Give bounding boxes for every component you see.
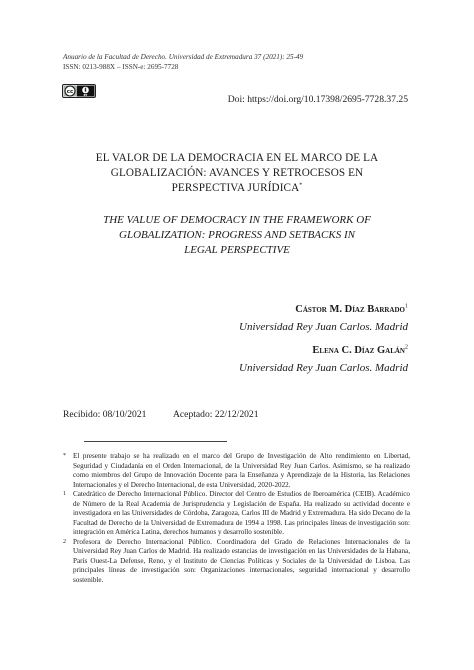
- doi-link[interactable]: Doi: https://doi.org/10.17398/2695-7728.37.25: [227, 94, 408, 105]
- author-2-footnote-mark: 2: [405, 344, 408, 351]
- footnote-1-text: Catedrático de Derecho Internacional Público. Director del Centro de Estudios de Iberoamérica (CEIB). Académico de Número de la Real Academia de Jurisprudencia y Legislación de España. Ha realizado su actividad docente e investigadora en las Universidades de Córdoba, Zaragoza, Carlos III de Madrid y Extremadura. Ha sido Decano de la Facultad de Derecho de la Universidad de Extremadura de 1994 a 1998. Las principales líneas de investigación son: integración en América Latina, derechos humanos y desarrollo sostenible.: [73, 490, 410, 536]
- footnote-1: [63, 490, 410, 538]
- footnote-title-text: El presente trabajo se ha realizado en el marco del Grupo de Investigación de Alto rendimiento en Libertad, Seguridad y Ciudadanía en el Orden Internacional, de la Universidad Rey Juan Carlos. Asimismo, se ha realizado como miembros del Grupo de Innovación Docente para la Enseñanza y Aprendizaje de la Historia, las Relaciones Internacionales y el Derecho Internacional, de esta Universidad, 2020-2022.: [73, 452, 410, 489]
- footnote-2: [63, 538, 410, 586]
- svg-text:BY: BY: [83, 94, 88, 97]
- footnotes: [63, 452, 410, 585]
- author-1-affiliation: Universidad Rey Juan Carlos. Madrid: [239, 321, 408, 333]
- accepted-date: Aceptado: 22/12/2021: [173, 409, 259, 420]
- received-date: Recibido: 08/10/2021: [63, 409, 147, 420]
- title-en-line-1: THE VALUE OF DEMOCRACY IN THE FRAMEWORK OF: [103, 214, 371, 226]
- author-2-name: Elena C. Díaz Galán: [312, 345, 405, 356]
- title-es-line-3-text: PERSPECTIVA JURÍDICA: [171, 182, 300, 194]
- footnote-2-mark: 2: [63, 538, 66, 545]
- svg-text:cc: cc: [66, 89, 74, 95]
- author-1: [295, 304, 408, 315]
- cc-by-license-icon: [62, 84, 96, 98]
- author-2-affiliation: Universidad Rey Juan Carlos. Madrid: [239, 362, 408, 374]
- author-1-footnote-mark: 1: [405, 303, 408, 310]
- footnote-separator: [84, 441, 227, 442]
- title-en-line-2: GLOBALIZATION: PROGRESS AND SETBACKS IN: [119, 229, 355, 241]
- article-title-english: [70, 213, 404, 258]
- title-en-line-3: LEGAL PERSPECTIVE: [184, 244, 290, 256]
- issn-line: ISSN: 0213-988X – ISSN-e: 2695-7728: [63, 63, 179, 71]
- title-es-line-3: [70, 181, 404, 196]
- author-1-name: Cástor M. Díaz Barrado: [295, 304, 405, 315]
- article-title-spanish: [70, 151, 404, 196]
- footnote-title-mark: *: [63, 453, 66, 459]
- title-es-line-2: GLOBALIZACIÓN: AVANCES Y RETROCESOS EN: [110, 167, 364, 179]
- journal-citation: Anuario de la Facultad de Derecho. Universidad de Extremadura 37 (2021): 25-49: [63, 53, 304, 61]
- footnote-title: [63, 452, 410, 490]
- footnote-1-mark: 1: [63, 491, 66, 497]
- submission-dates: [63, 409, 259, 420]
- title-es-line-1: EL VALOR DE LA DEMOCRACIA EN EL MARCO DE LA: [95, 152, 379, 164]
- author-2: [312, 345, 408, 356]
- title-footnote-mark: *: [299, 182, 303, 189]
- footnote-2-text: Profesora de Derecho Internacional Público. Coordinadora del Grado de Relaciones Internacionales de la Universidad Rey Juan Carlos de Madrid. Ha realizado estancias de investigación en las Universidades de la Habana, París Ouest-La Defense, Reno, y el Instituto de Ciencias Políticas y Sociales de la Universidad de Lisboa. Las principales líneas de investigación son: Organizaciones internacionales, seguridad internacional y desarrollo sostenible.: [73, 537, 410, 584]
